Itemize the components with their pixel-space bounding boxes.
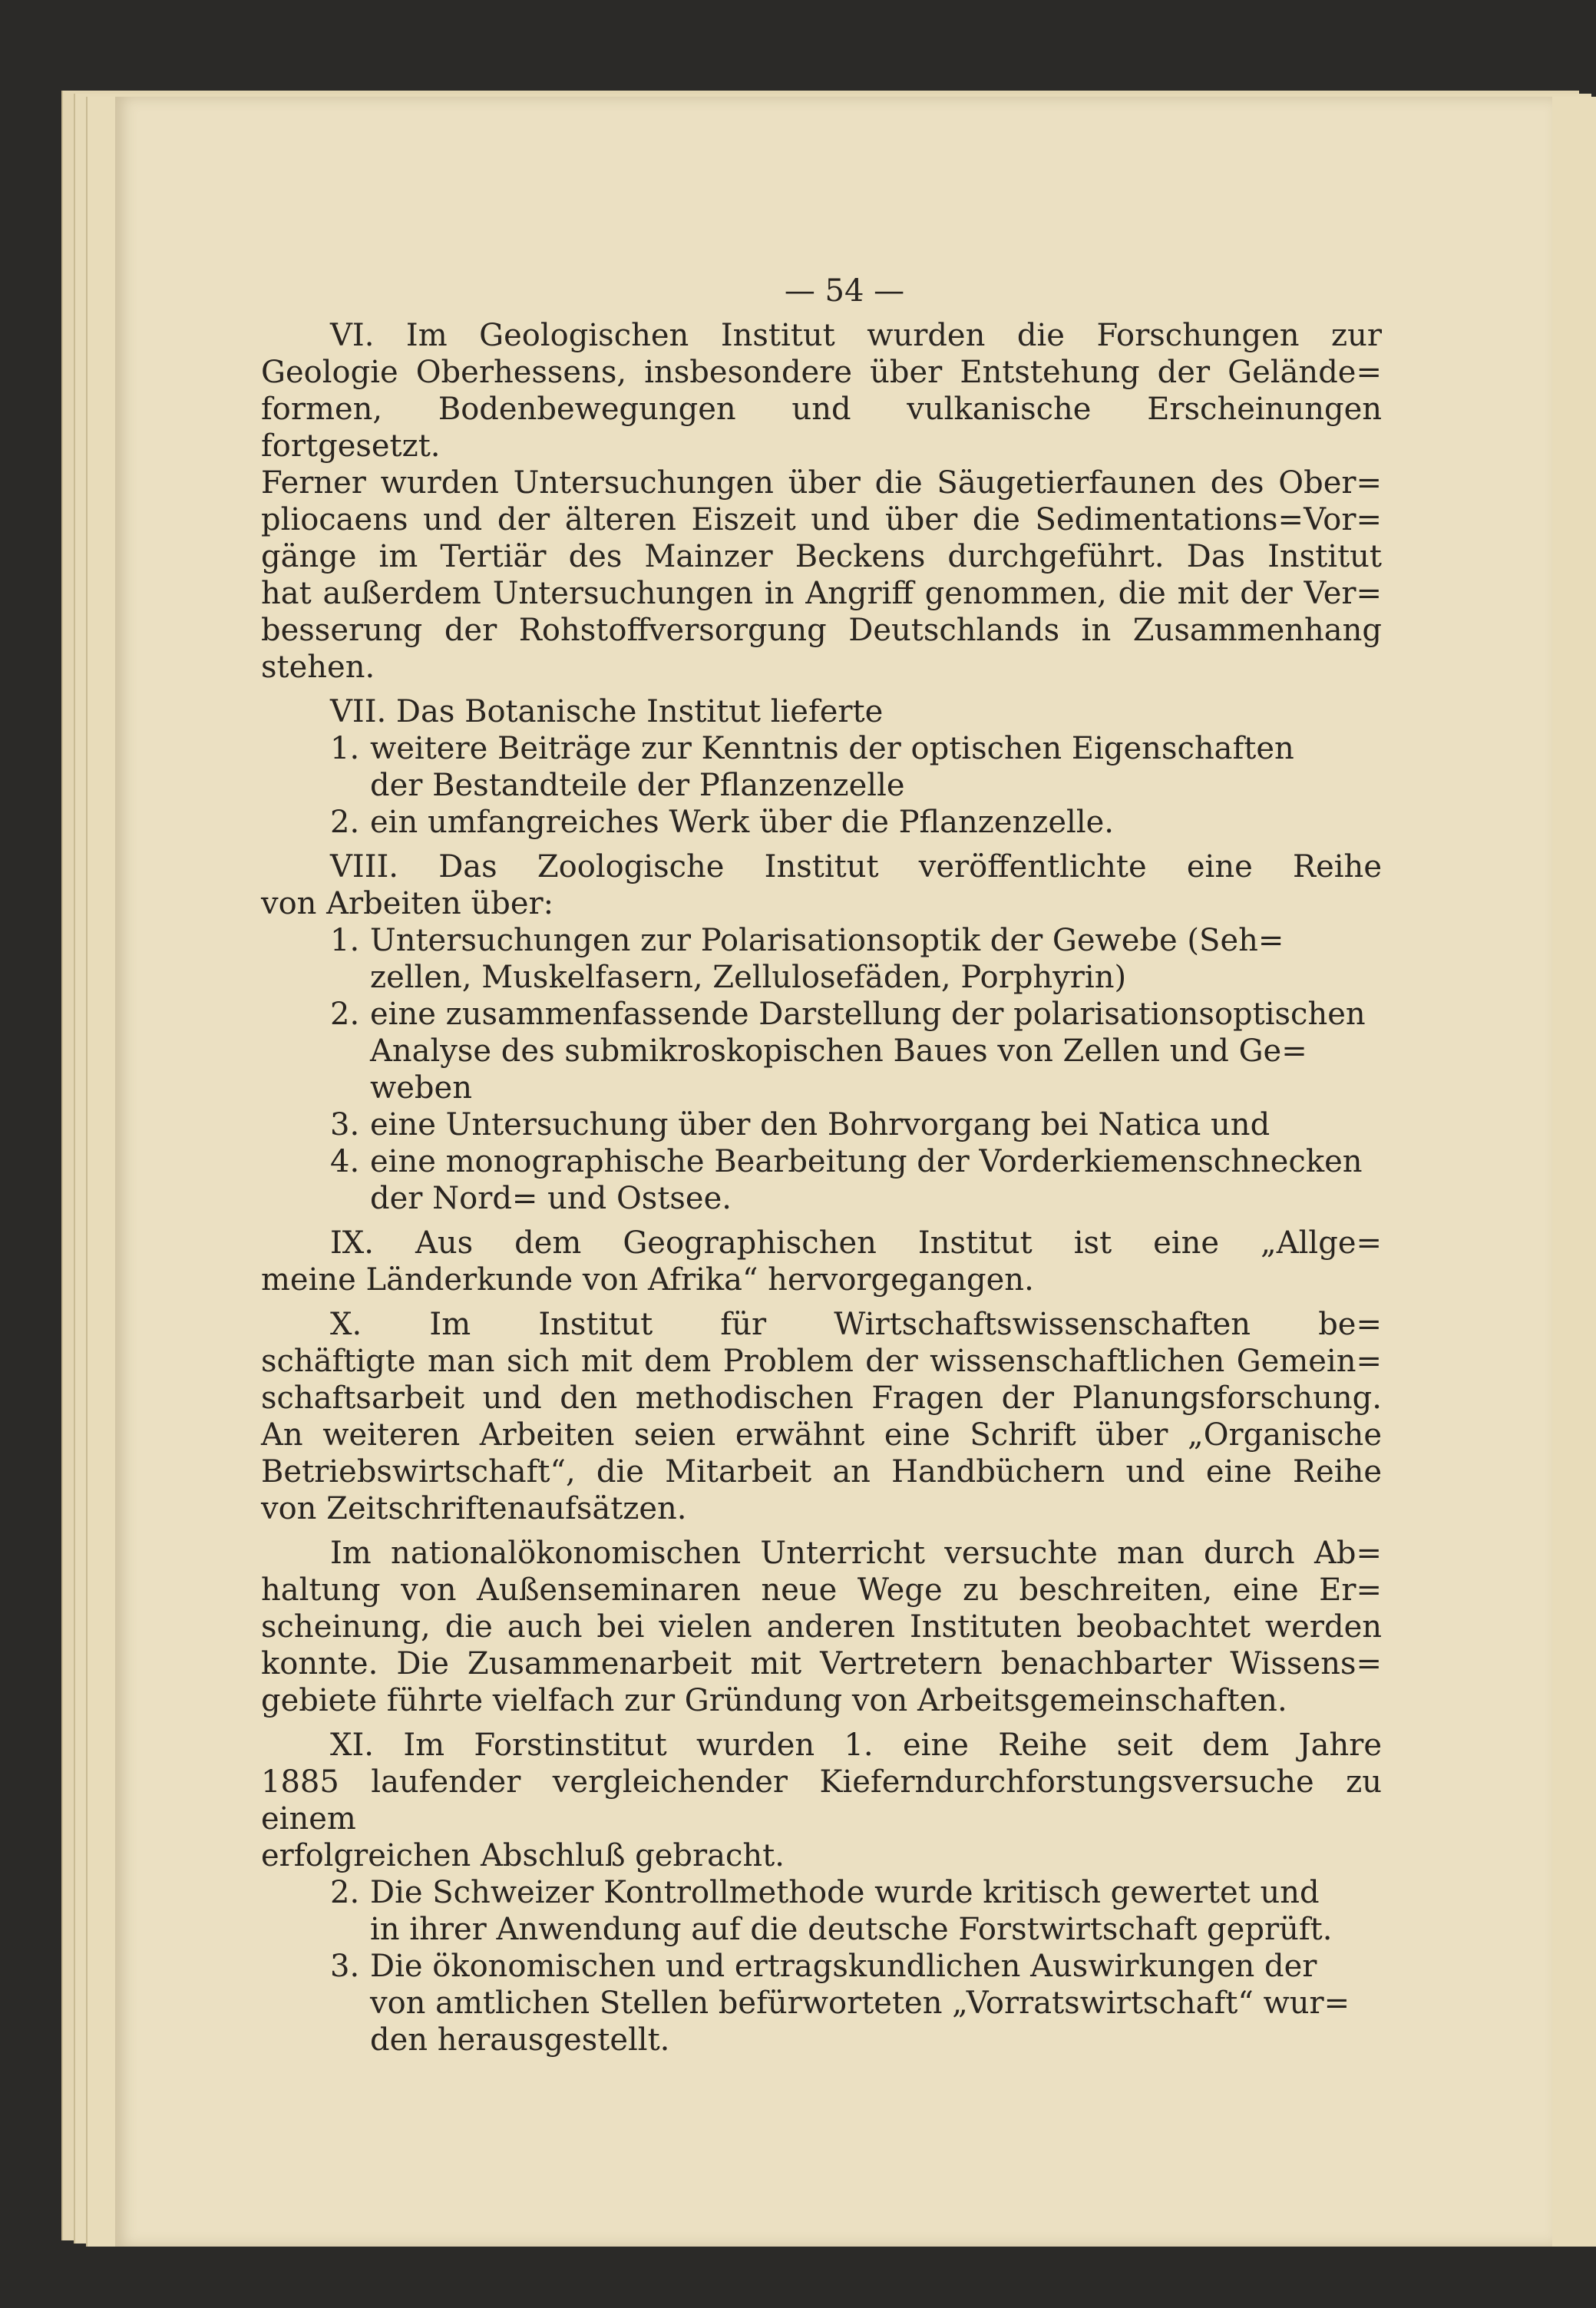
text-line: X. Im Institut für Wirtschaftswissenschaften be= — [330, 1307, 1382, 1342]
section-x-economics-2 — [261, 1535, 1382, 1719]
text-line: gänge im Tertiär des Mainzer Beckens durchgeführt. Das Institut — [261, 539, 1382, 574]
text-line: VI. Im Geologischen Institut wurden die Forschungen zur — [330, 318, 1382, 353]
text-line: Ferner wurden Untersuchungen über die Säugetierfaunen des Ober= — [261, 465, 1382, 501]
section-xi-forestry — [261, 1727, 1382, 2058]
text-line: schäftigte man sich mit dem Problem der wissenschaftlichen Gemein= — [261, 1344, 1382, 1379]
section-viii-zoology — [261, 848, 1382, 1217]
text-line: hat außerdem Untersuchungen in Angriff genommen, die mit der Ver= — [261, 576, 1382, 611]
list-item: 2. Die Schweizer Kontrollmethode wurde kritisch gewertet und in ihrer Anwendung auf die deutsche Forstwirtschaft geprüft. — [330, 1875, 1333, 1947]
text-line: meine Länderkunde von Afrika“ hervorgegangen. — [261, 1262, 1034, 1298]
text-line: Geologie Oberhessens, insbesondere über Entstehung der Gelände= — [261, 355, 1382, 390]
text-line: XI. Im Forstinstitut wurden 1. eine Reihe seit dem Jahre — [330, 1728, 1382, 1763]
text-line: 1885 laufender vergleichender Kieferndurchforstungsversuche zu einem — [261, 1764, 1382, 1837]
text-line: stehen. — [261, 650, 375, 685]
section-ix-geography — [261, 1225, 1382, 1298]
text-line: VIII. Das Zoologische Institut veröffentlichte eine Reihe — [330, 849, 1382, 885]
section-x-economics — [261, 1306, 1382, 1527]
list-item: 1. weitere Beiträge zur Kenntnis der optischen Eigenschaften der Bestandteile der Pflanzenzelle — [330, 731, 1294, 803]
section-vii-botany — [261, 693, 1382, 841]
list-item: 2. eine zusammenfassende Darstellung der polarisationsoptischen Analyse des submikroskopischen Baues von Zellen und Ge= weben — [330, 997, 1366, 1106]
list-item: 4. eine monographische Bearbeitung der Vorderkiemenschnecken der Nord= und Ostsee. — [330, 1144, 1363, 1216]
text-line: von Zeitschriftenaufsätzen. — [261, 1491, 687, 1526]
page-number: — 54 — — [784, 273, 905, 309]
text-line: konnte. Die Zusammenarbeit mit Vertretern benachbarter Wissens= — [261, 1646, 1382, 1681]
text-line: schaftsarbeit und den methodischen Fragen der Planungsforschung. — [261, 1381, 1382, 1416]
text-line: von Arbeiten über: — [261, 886, 554, 921]
text-line: Betriebswirtschaft“, die Mitarbeit an Handbüchern und eine Reihe — [261, 1454, 1382, 1490]
list-item: 3. Die ökonomischen und ertragskundlichen Auswirkungen der von amtlichen Stellen befürworteten „Vorratswirtschaft“ wur= den herausgestellt. — [330, 1949, 1350, 2058]
text-line: An weiteren Arbeiten seien erwähnt eine Schrift über „Organische — [261, 1417, 1382, 1453]
section-vi-geology — [261, 317, 1382, 686]
list-item: 3. eine Untersuchung über den Bohrvorgang bei Natica und — [330, 1107, 1271, 1142]
text-line: scheinung, die auch bei vielen anderen Instituten beobachtet werden — [261, 1609, 1382, 1645]
text-line: erfolgreichen Abschluß gebracht. — [261, 1838, 785, 1873]
text-line: VII. Das Botanische Institut lieferte — [330, 694, 884, 729]
text-line: gebiete führte vielfach zur Gründung von Arbeitsgemeinschaften. — [261, 1683, 1287, 1718]
text-line: besserung der Rohstoffversorgung Deutschlands in Zusammenhang — [261, 613, 1382, 648]
list-item: 1. Untersuchungen zur Polarisationsoptik der Gewebe (Seh= zellen, Muskelfasern, Zellulosefäden, Porphyrin) — [330, 923, 1284, 995]
list-item: 2. ein umfangreiches Werk über die Pflanzenzelle. — [330, 805, 1115, 840]
page-text — [261, 273, 1382, 2058]
text-line: IX. Aus dem Geographischen Institut ist eine „Allge= — [330, 1225, 1382, 1261]
text-line: formen, Bodenbewegungen und vulkanische Erscheinungen fortgesetzt. — [261, 392, 1382, 464]
text-line: haltung von Außenseminaren neue Wege zu beschreiten, eine Er= — [261, 1572, 1382, 1608]
text-line: Im nationalökonomischen Unterricht versuchte man durch Ab= — [330, 1536, 1382, 1571]
text-line: pliocaens und der älteren Eiszeit und über die Sedimentations=Vor= — [261, 502, 1382, 537]
